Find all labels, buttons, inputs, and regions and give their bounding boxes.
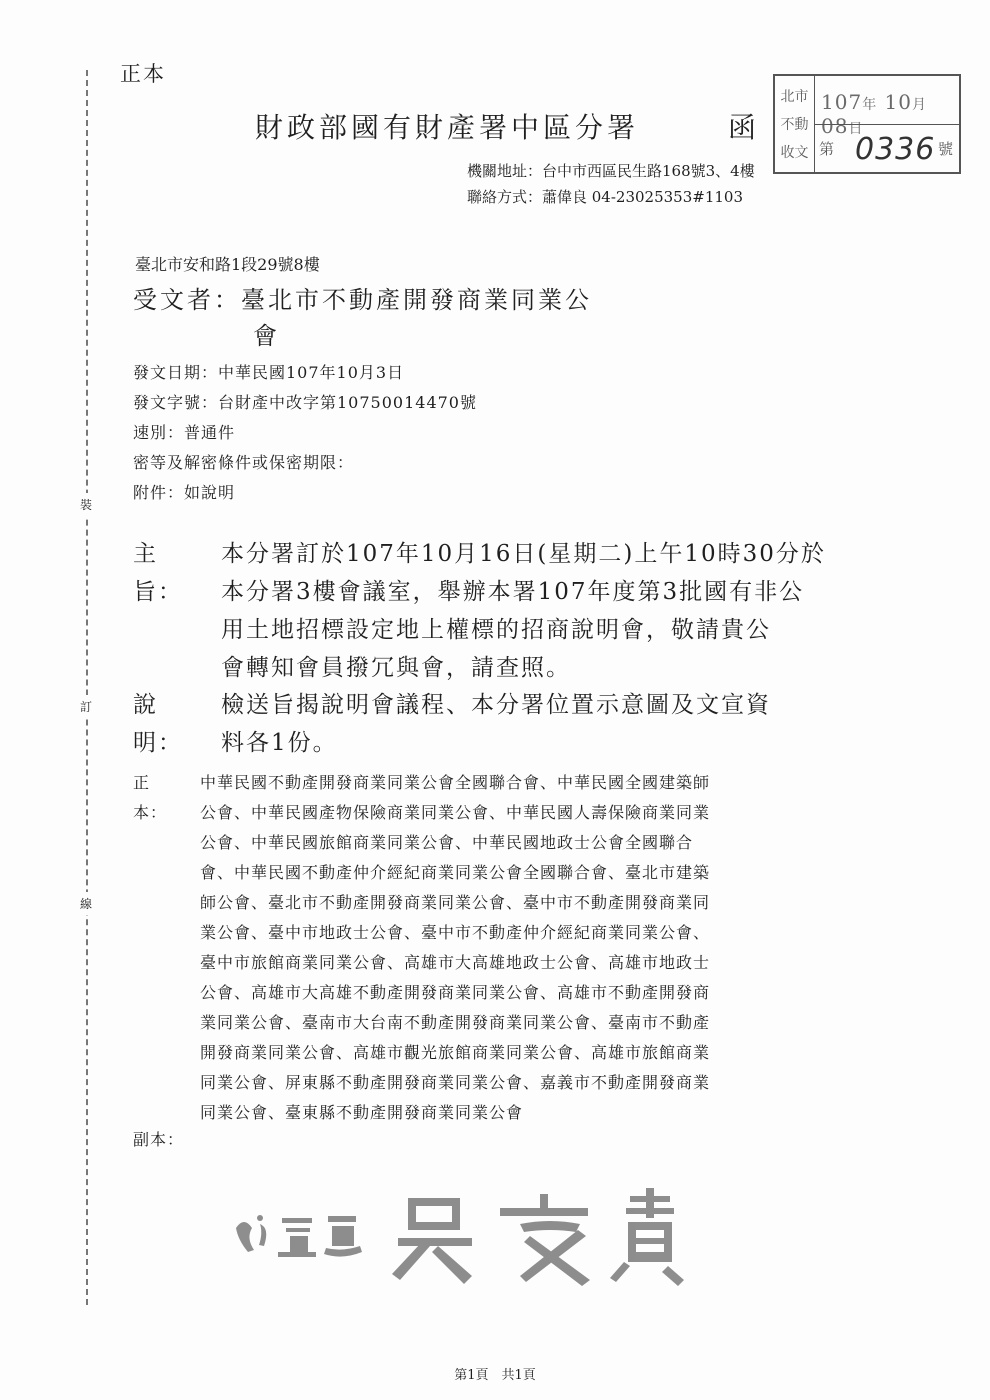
cc-line: 業公會、臺中市地政士公會、臺中市不動產仲介經紀商業同業公會、 [200,923,711,942]
cc-copy-section [133,1125,184,1155]
stamp-number-label: 第 [819,140,835,158]
signature-image [230,1188,690,1288]
cc-main-label: 正本： [133,773,168,822]
copy-mark: 正本 [120,62,166,86]
cc-main-list [200,768,880,1128]
subject-line: 本分署3樓會議室，舉辦本署107年度第3批國有非公 [221,579,805,605]
explanation-line: 檢送旨揭說明會議程、本分署位置示意圖及文宣資 [221,692,771,718]
explanation-text [221,686,921,762]
subject-line: 用土地招標設定地上權標的招商說明會，敬請貴公 [221,617,771,643]
subject-label: 主旨： [133,541,183,605]
cc-line: 開發商業同業公會、高雄市觀光旅館商業同業公會、高雄市旅館商業 [200,1043,711,1062]
explanation-line: 料各1份。 [221,730,338,756]
binding-char-ding: 訂 [76,695,96,718]
attachment: 附件：如說明 [133,483,236,502]
explanation-label: 說明： [133,692,183,756]
cc-line: 公會、中華民國旅館商業同業公會、中華民國地政士公會全國聯合 [200,833,694,852]
cc-line: 會、中華民國不動產仲介經紀商業同業公會全國聯合會、臺北市建築 [200,863,711,882]
page-footer: 第1頁 共1頁 [454,1368,536,1383]
cc-line: 中華民國不動產開發商業同業公會全國聯合會、中華民國全國建築師 [200,773,711,792]
cc-line: 公會、中華民國產物保險商業同業公會、中華民國人壽保險商業同業 [200,803,711,822]
signature-seal [230,1188,690,1288]
receipt-stamp [773,74,961,174]
cc-line: 同業公會、屏東縣不動產開發商業同業公會、嘉義市不動產開發商業 [200,1073,711,1092]
stamp-text: 收文 [780,145,809,161]
cc-copy-label: 副本： [133,1130,185,1149]
binding-line [86,70,88,1305]
issue-date: 發文日期：中華民國107年10月3日 [133,363,405,382]
agency-title: 財政部國有財產署中區分署 [255,111,640,144]
document-kind: 函 [728,111,757,144]
speed-class: 速別：普通件 [133,423,236,442]
stamp-date: 107年 10月 08日 [821,90,927,138]
issue-number: 發文字號：台財產中改字第10750014470號 [133,393,477,412]
contact-info: 聯絡方式：蕭偉良 04-23025353#1103 [467,188,744,206]
recipient [133,282,592,354]
recipient-line: 受文者：臺北市不動產開發商業同業公 [133,286,592,314]
subject-line: 會轉知會員撥冗與會，請查照。 [221,655,571,681]
cc-line: 臺中市旅館商業同業公會、高雄市大高雄地政士公會、高雄市地政士 [200,953,711,972]
cc-line: 公會、高雄市大高雄不動產開發商業同業公會、高雄市不動產開發商 [200,983,711,1002]
recipient-line: 會 [253,322,280,350]
stamp-text: 不動 [780,117,809,133]
stamp-hao: 號 [937,140,953,158]
secrecy-level: 密等及解密條件或保密期限： [133,453,355,472]
cc-line: 師公會、臺北市不動產開發商業同業公會、臺中市不動產開發商業同 [200,893,711,912]
subject-text [221,535,921,687]
subject-line: 本分署訂於107年10月16日(星期二)上午10時30分於 [221,541,826,567]
stamp-text: 北市 [780,89,809,105]
binding-char-zhuang: 裝 [76,493,96,516]
binding-char-xian: 線 [76,892,96,915]
agency-address: 機關地址：台中市西區民生路168號3、4樓 [467,162,755,180]
cc-line: 同業公會、臺東縣不動產開發商業同業公會 [200,1103,524,1122]
recipient-address: 臺北市安和路1段29號8樓 [135,255,320,274]
cc-line: 業同業公會、臺南市大台南不動產開發商業同業公會、臺南市不動產 [200,1013,711,1032]
stamp-number: 0336 [855,132,936,167]
